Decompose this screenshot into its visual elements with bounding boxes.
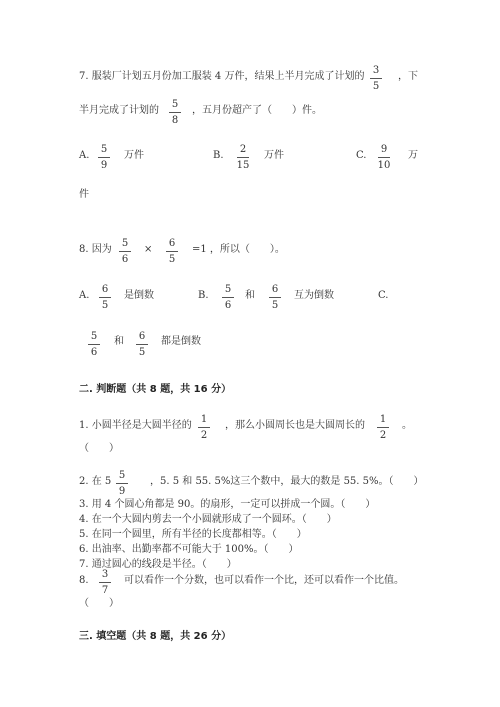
- q8-option-b-label: B.: [198, 290, 209, 301]
- q8-option-b-and: 和: [245, 290, 255, 301]
- q8-fraction-1: 5 6: [117, 239, 133, 265]
- q7-option-a-unit: 万件: [124, 150, 144, 161]
- q7-option-b-label: B.: [213, 150, 224, 161]
- q7-option-c-wrap: 件: [79, 189, 89, 200]
- q8-prefix: 8. 因为: [79, 244, 112, 255]
- q8-option-b-fraction-1: 5 6: [220, 285, 236, 311]
- q7-line2-end: ，五月份超产了（ ）件。: [192, 105, 322, 116]
- q7-option-a-label: A.: [79, 150, 90, 161]
- q7-line1-text: 7. 服装厂计划五月份加工服装 4 万件，结果上半月完成了计划的: [79, 71, 365, 82]
- judge-q6: 6. 出油率、出勤率都不可能大于 100%。（ ）: [79, 544, 299, 555]
- q8-option-c-text: 都是倒数: [161, 336, 201, 347]
- judge-q1-fraction-2: 1 2: [375, 415, 391, 441]
- q7-option-b-unit: 万件: [264, 150, 284, 161]
- q7-fraction-1: 3 5: [368, 66, 384, 92]
- q7-line1-end: ，下: [398, 71, 418, 82]
- q8-option-b-fraction-2: 6 5: [267, 285, 283, 311]
- judge-q1-text-a: 1. 小圆半径是大圆半径的: [79, 420, 192, 431]
- judge-q8-fraction: 3 7: [97, 570, 113, 596]
- section-3-title: 三. 填空题（共 8 题，共 26 分）: [79, 631, 232, 642]
- judge-q8-text: 可以看作一个分数，也可以看作一个比，还可以看作一个比值。: [124, 575, 404, 586]
- q8-option-a-label: A.: [79, 290, 90, 301]
- q8-option-c-fraction-1: 5 6: [86, 332, 102, 358]
- judge-q7: 7. 通过圆心的线段是半径。（ ）: [79, 559, 237, 570]
- judge-q1-end: 。: [402, 420, 412, 431]
- q7-option-c-label: C.: [356, 150, 367, 161]
- q8-option-c-label: C.: [378, 290, 389, 301]
- judge-q1-fraction-1: 1 2: [196, 415, 212, 441]
- judge-q2-fraction: 5 9: [114, 471, 130, 497]
- q8-option-b-text: 互为倒数: [294, 290, 334, 301]
- q7-line2-text: 半月完成了计划的: [79, 105, 159, 116]
- q7-option-c-fraction: 9 10: [377, 144, 391, 171]
- q8-times-sign: ×: [144, 244, 153, 255]
- q7-option-c-unit: 万: [408, 150, 418, 161]
- section-2-title: 二. 判断题（共 8 题，共 16 分）: [79, 384, 232, 395]
- q7-fraction-2: 5 8: [167, 100, 183, 126]
- judge-q2-text-b: ，5. 5 和 55. 5%这三个数中，最大的数是 55. 5%。（ ）: [150, 476, 424, 487]
- q8-suffix: =1 ，所以（ ）。: [192, 244, 285, 255]
- q8-fraction-2: 6 5: [164, 239, 180, 265]
- judge-q1-answer-paren: （ ）: [79, 443, 119, 454]
- q8-option-c-and: 和: [114, 336, 124, 347]
- q7-option-b-fraction: 2 15: [236, 144, 250, 171]
- judge-q1-text-b: ，那么小圆周长也是大圆周长的: [225, 420, 365, 431]
- judge-q8-answer-paren: （ ）: [79, 598, 119, 609]
- judge-q8-label: 8.: [79, 575, 89, 586]
- judge-q2-text-a: 2. 在 5: [79, 476, 112, 487]
- judge-q5: 5. 在同一个圆里，所有半径的长度都相等。（ ）: [79, 529, 307, 540]
- q8-option-a-fraction: 6 5: [97, 285, 113, 311]
- q7-option-a-fraction: 5 9: [96, 145, 112, 171]
- judge-q3: 3. 用 4 个圆心角都是 90。的扇形，一定可以拼成一个圆。（ ）: [79, 499, 376, 510]
- judge-q4: 4. 在一个大圆内剪去一个小圆就形成了一个圆环。（ ）: [79, 514, 337, 525]
- q8-option-a-text: 是倒数: [124, 290, 154, 301]
- q8-option-c-fraction-2: 6 5: [134, 332, 150, 358]
